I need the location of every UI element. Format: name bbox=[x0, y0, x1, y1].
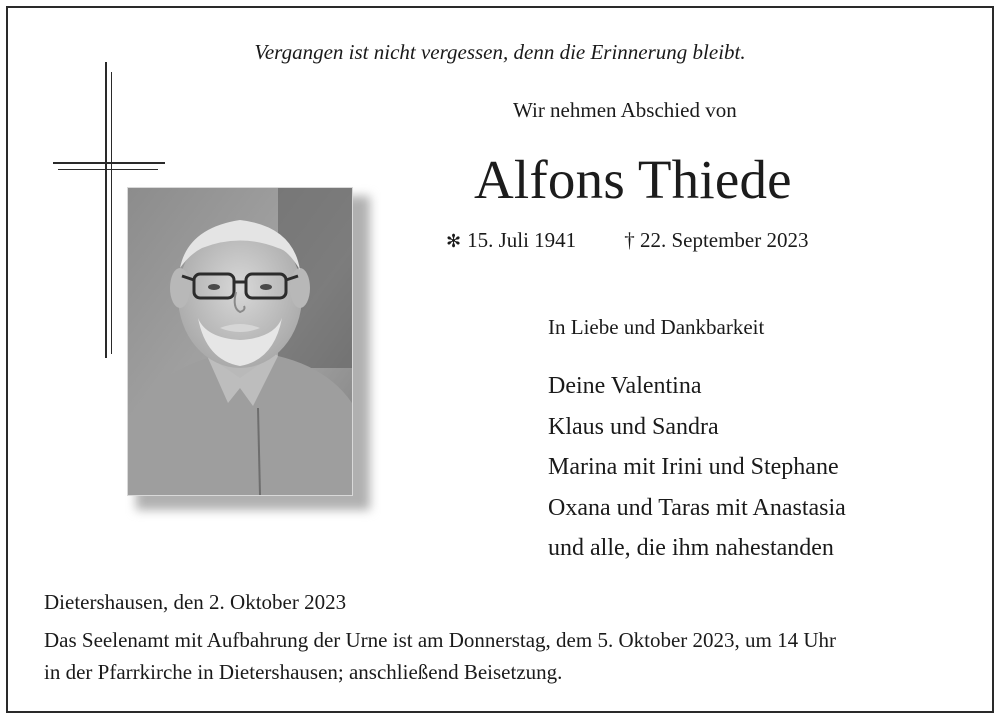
cross-horizontal-inner bbox=[58, 169, 158, 170]
love-line: In Liebe und Dankbarkeit bbox=[548, 315, 765, 339]
mourner-item: Marina mit Irini und Stephane bbox=[548, 454, 839, 480]
birth-star-icon: ✻ bbox=[446, 231, 462, 251]
deceased-name: Alfons Thiede bbox=[474, 149, 792, 210]
life-dates bbox=[446, 228, 809, 253]
mourner-item: Klaus und Sandra bbox=[548, 413, 719, 440]
funeral-line-2: in der Pfarrkirche in Dietershausen; anschließend Beisetzung. bbox=[44, 660, 563, 684]
funeral-details bbox=[44, 624, 974, 688]
death-date: † 22. September 2023 bbox=[624, 228, 809, 252]
portrait-photo bbox=[127, 187, 353, 496]
place-and-date: Dietershausen, den 2. Oktober 2023 bbox=[44, 590, 347, 614]
cross-horizontal-outer bbox=[53, 162, 165, 164]
mourner-item: Deine Valentina bbox=[548, 373, 702, 399]
mourners-list bbox=[548, 366, 846, 569]
mourner-item: Oxana und Taras mit Anastasia bbox=[548, 494, 846, 521]
birth-date: 15. Juli 1941 bbox=[467, 228, 577, 252]
funeral-line-1: Das Seelenamt mit Aufbahrung der Urne ist am Donnerstag, dem 5. Oktober 2023, um 14 Uhr bbox=[44, 628, 837, 652]
cross-vertical-outer bbox=[105, 62, 107, 358]
motto-quote: Vergangen ist nicht vergessen, denn die Erinnerung bleibt. bbox=[254, 40, 746, 64]
cross-vertical-inner bbox=[111, 72, 112, 354]
mourner-item: und alle, die ihm nahestanden bbox=[548, 535, 834, 561]
intro-line: Wir nehmen Abschied von bbox=[513, 98, 737, 122]
portrait-illustration bbox=[128, 188, 352, 495]
